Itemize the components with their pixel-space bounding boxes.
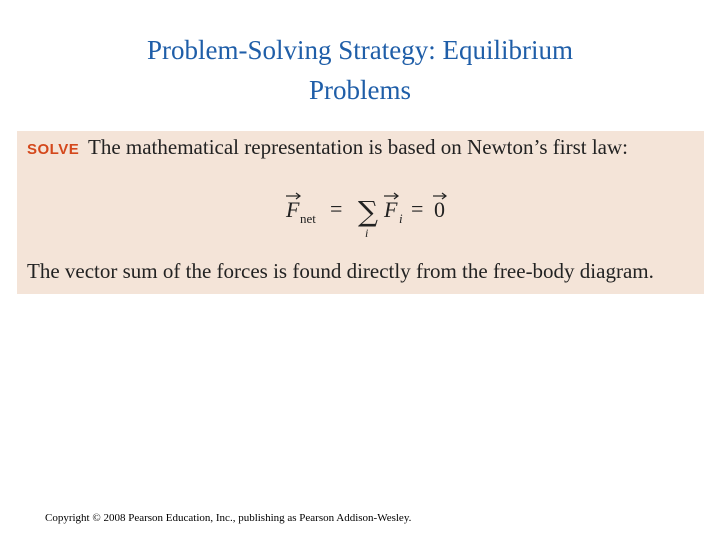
newtons-first-law-equation <box>17 187 704 242</box>
eq-equals-2: = <box>411 196 424 221</box>
slide-title-line1: Problem-Solving Strategy: Equilibrium <box>147 35 573 65</box>
eq-term-symbol: F <box>384 197 398 222</box>
copyright-notice: Copyright © 2008 Pearson Education, Inc., publishing as Pearson Addison-Wesley. <box>45 512 412 524</box>
eq-lhs-symbol: F <box>286 197 300 222</box>
solve-conclusion: The vector sum of the forces is found directly from the free-body diagram. <box>27 259 654 283</box>
slide-title <box>60 30 660 110</box>
eq-rhs-zero: 0 <box>434 197 445 222</box>
summation-icon: ∑ <box>358 195 378 228</box>
eq-lhs-subscript: net <box>300 211 316 226</box>
eq-equals-1: = <box>330 196 343 221</box>
eq-sum-index: i <box>365 226 369 240</box>
slide-title-line2: Problems <box>308 75 411 105</box>
solve-box <box>17 131 704 294</box>
solve-label: SOLVE <box>27 141 80 158</box>
equation-graphic <box>272 187 472 242</box>
solve-description: The mathematical representation is based on Newton’s first law: <box>88 135 629 159</box>
eq-term-subscript: i <box>399 211 403 226</box>
